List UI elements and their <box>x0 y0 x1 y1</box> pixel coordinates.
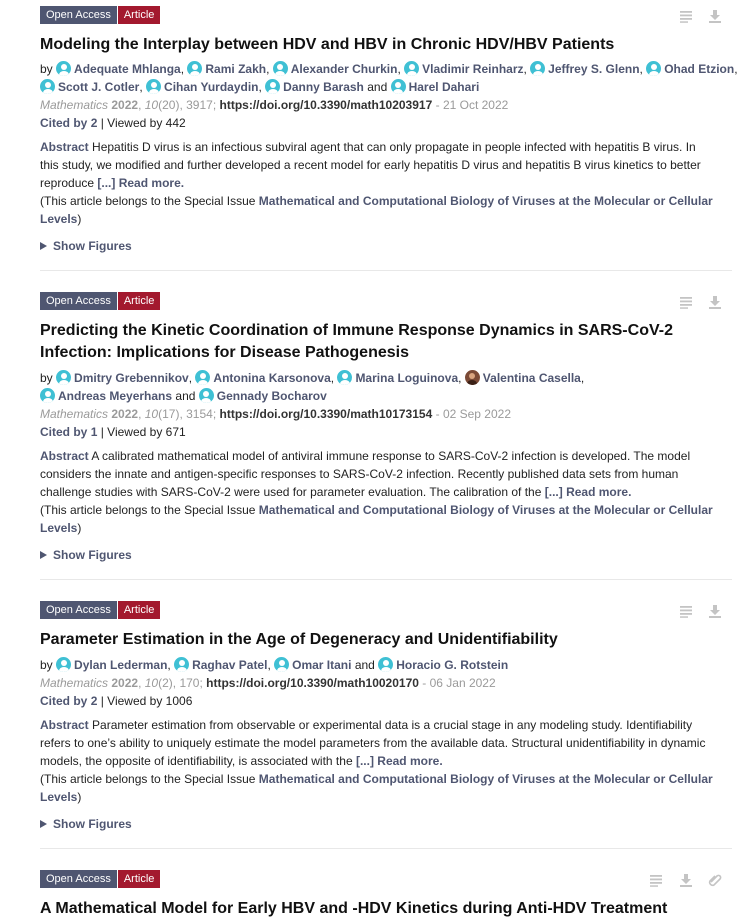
volume: 10 <box>144 676 159 690</box>
author-avatar-icon <box>56 657 71 672</box>
author-link[interactable]: Marina Loguinova <box>337 371 458 385</box>
special-issue-link[interactable]: Levels <box>40 790 78 804</box>
publication-info: Mathematics 2022, 10(17), 3154; https://doi.org/10.3390/math10173154 - 02 Sep 2022 <box>40 407 512 421</box>
author-link[interactable]: Harel Dahari <box>391 80 480 94</box>
journal-name: Mathematics <box>40 98 109 112</box>
cited-by-link[interactable]: Cited by 2 <box>40 694 98 708</box>
author-link[interactable]: Dmitry Grebennikov <box>56 371 189 385</box>
author-link[interactable]: Danny Barash <box>265 80 364 94</box>
journal-name: Mathematics <box>40 407 109 421</box>
abstract-toggle-icon[interactable] <box>679 9 693 23</box>
author-link[interactable]: Jeffrey S. Glenn <box>530 62 639 76</box>
article-title[interactable]: Predicting the Kinetic Coordination of Immune Response Dynamics in SARS-CoV-2 Infection: Implications for Disease Pathogenesis <box>40 322 673 361</box>
author-link[interactable]: Cihan Yurdaydin <box>146 80 258 94</box>
article-title[interactable]: Modeling the Interplay between HDV and HBV in Chronic HDV/HBV Patients <box>40 36 615 53</box>
article-item <box>40 580 732 849</box>
cited-by-link[interactable]: Cited by 1 <box>40 425 98 439</box>
open-access-badge[interactable]: Open Access <box>40 6 117 24</box>
volume: 10 <box>144 98 159 112</box>
special-issue-prefix: (This article belongs to the Special Issue <box>40 772 256 786</box>
author-avatar-icon <box>404 61 419 76</box>
abstract: Abstract Hepatitis D virus is an infectious subviral agent that can only propagate in people infected with hepatitis B virus. In this study, we modified and further developed a recent model for early hepatitis D virus and hepatitis B virus kinetics to better reproduce [...] Read more. (This article belongs to the Special Issue Mathematical and Computational Biology of Viruses at the Molecular or Cellular Levels) <box>40 138 720 228</box>
doi-link[interactable]: https://doi.org/10.3390/math10173154 <box>219 407 433 421</box>
publication-year: 2022 <box>111 407 139 421</box>
author-avatar-icon <box>274 657 289 672</box>
special-issue-prefix: (This article belongs to the Special Issue <box>40 503 256 517</box>
show-figures-toggle[interactable]: Show Figures <box>40 237 132 255</box>
article-badges <box>40 601 161 619</box>
read-more-link[interactable]: [...] Read more. <box>97 176 185 190</box>
article-item <box>40 0 738 271</box>
and-label: and <box>175 389 196 403</box>
expand-triangle-icon <box>40 820 47 828</box>
article-actions <box>637 873 722 887</box>
abstract-text: A calibrated mathematical model of antiviral immune response to SARS-CoV-2 infection is developed. The model <box>91 449 691 463</box>
author-avatar-icon <box>265 79 280 94</box>
publication-date: - 21 Oct 2022 <box>435 98 509 112</box>
article-item <box>40 849 732 924</box>
abstract-text: this study, we modified and further developed a recent model for early hepatitis D virus and hepatitis B virus kinetics to better <box>40 158 701 172</box>
author-avatar-icon <box>40 79 55 94</box>
article-type-badge: Article <box>118 870 161 888</box>
view-count: 1006 <box>165 694 193 708</box>
article-actions <box>667 9 722 23</box>
article-badges <box>40 870 161 888</box>
abstract-toggle-icon[interactable] <box>679 295 693 309</box>
author-avatar-icon <box>391 79 406 94</box>
abstract-label: Abstract <box>40 140 89 154</box>
author-list: by Dmitry Grebennikov, Antonina Karsonova, Marina Loguinova, Valentina Casella, <box>40 371 585 385</box>
author-link[interactable]: Rami Zakh <box>187 62 266 76</box>
download-icon[interactable] <box>679 873 693 887</box>
publication-date: - 06 Jan 2022 <box>422 676 496 690</box>
viewed-by-label: | Viewed by <box>100 694 163 708</box>
abstract-toggle-icon[interactable] <box>649 873 663 887</box>
abstract-toggle-icon[interactable] <box>679 604 693 618</box>
author-avatar-icon <box>273 61 288 76</box>
expand-triangle-icon <box>40 551 47 559</box>
read-more-link[interactable]: [...] Read more. <box>355 754 443 768</box>
and-label: and <box>367 80 388 94</box>
article-badges <box>40 6 161 24</box>
author-link[interactable]: Omar Itani <box>274 658 351 672</box>
abstract-text: refers to one’s ability to uniquely estimate the model parameters from the available data. Structural unidentifiability in dynamic <box>40 736 706 750</box>
download-icon[interactable] <box>708 604 722 618</box>
read-more-link[interactable]: [...] Read more. <box>544 485 632 499</box>
article-stats <box>40 114 730 132</box>
author-avatar-icon <box>40 388 55 403</box>
journal-name: Mathematics <box>40 676 109 690</box>
author-link[interactable]: Gennady Bocharov <box>199 389 327 403</box>
by-label: by <box>40 62 53 76</box>
author-link[interactable]: Adequate Mhlanga <box>56 62 181 76</box>
author-list: by Dylan Lederman, Raghav Patel, Omar Itani and Horacio G. Rotstein <box>40 658 509 672</box>
show-figures-toggle[interactable]: Show Figures <box>40 546 132 564</box>
show-figures-toggle[interactable]: Show Figures <box>40 815 132 833</box>
author-avatar-icon <box>530 61 545 76</box>
author-list: by Adequate Mhlanga, Rami Zakh, Alexander Churkin, Vladimir Reinharz, Jeffrey S. Glenn, Ohad Etzion, <box>40 62 738 76</box>
and-label: and <box>354 658 375 672</box>
author-avatar-icon <box>146 79 161 94</box>
volume: 10 <box>144 407 159 421</box>
view-count: 671 <box>165 425 186 439</box>
author-link[interactable]: Dylan Lederman <box>56 658 167 672</box>
article-actions <box>667 604 722 618</box>
article-actions <box>667 295 722 309</box>
open-access-badge[interactable]: Open Access <box>40 292 117 310</box>
download-icon[interactable] <box>708 9 722 23</box>
author-avatar-icon <box>195 370 210 385</box>
author-link[interactable]: Vladimir Reinharz <box>404 62 523 76</box>
issue-pages: (2), 170; <box>158 676 203 690</box>
publication-year: 2022 <box>111 98 139 112</box>
publication-date: - 02 Sep 2022 <box>435 407 512 421</box>
author-list-continued: Scott J. Cotler, Cihan Yurdaydin, Danny Barash and Harel Dahari <box>40 78 730 96</box>
abstract-text: considers the innate and antigen-specific responses to SARS-CoV-2 infection. Recently published data sets from human <box>40 467 679 481</box>
download-icon[interactable] <box>708 295 722 309</box>
author-avatar-icon <box>56 61 71 76</box>
author-link[interactable]: Scott J. Cotler <box>40 80 139 94</box>
author-avatar-icon <box>378 657 393 672</box>
paperclip-icon[interactable] <box>708 873 722 887</box>
abstract: Abstract Parameter estimation from observable or experimental data is a crucial stage in any modeling study. Identifiability refers to one’s ability to uniquely estimate the model parameters from the available data. Structural unidentifiability in dynamic models, the opposite of identifiability, is associated with the [...] Read more. (This article belongs to the Special Issue Mathematical and Computational Biology of Viruses at the Molecular or Cellular Levels) <box>40 716 720 806</box>
viewed-by-label: | Viewed by <box>100 425 163 439</box>
author-photo-icon <box>465 370 480 385</box>
expand-triangle-icon <box>40 242 47 250</box>
author-link[interactable]: Antonina Karsonova <box>195 371 330 385</box>
abstract-text: challenge studies with SARS-CoV-2 were used for parameter evaluation. The calibration of the <box>40 485 542 499</box>
abstract-label: Abstract <box>40 449 89 463</box>
author-link[interactable]: Alexander Churkin <box>273 62 398 76</box>
author-link[interactable]: Andreas Meyerhans <box>40 389 172 403</box>
abstract-text: Hepatitis D virus is an infectious subviral agent that can only propagate in people infected with hepatitis B virus. In <box>92 140 696 154</box>
article-title[interactable]: A Mathematical Model for Early HBV and -HDV Kinetics during Anti-HDV Treatment <box>40 900 668 917</box>
article-stats <box>40 692 730 710</box>
article-item <box>40 271 732 580</box>
special-issue-link[interactable]: Mathematical and Computational Biology of Viruses at the Molecular or Cellular <box>258 772 713 786</box>
article-badges <box>40 292 161 310</box>
author-link[interactable]: Ohad Etzion <box>646 62 734 76</box>
special-issue-link[interactable]: Levels <box>40 521 78 535</box>
abstract-text: models, the opposite of identifiability, is associated with the <box>40 754 353 768</box>
abstract-text: reproduce <box>40 176 95 190</box>
abstract: Abstract A calibrated mathematical model of antiviral immune response to SARS-CoV-2 infection is developed. The model considers the innate and antigen-specific responses to SARS-CoV-2 infection. Recently published data sets from human challenge studies with SARS-CoV-2 were used for parameter evaluation. The calibration of the [...] Read more. (This article belongs to the Special Issue Mathematical and Computational Biology of Viruses at the Molecular or Cellular Levels) <box>40 447 720 537</box>
publication-info: Mathematics 2022, 10(2), 170; https://doi.org/10.3390/math10020170 - 06 Jan 2022 <box>40 676 496 690</box>
author-avatar-icon <box>174 657 189 672</box>
publication-year: 2022 <box>111 676 139 690</box>
special-issue-link[interactable]: Levels <box>40 212 78 226</box>
issue-pages: (20), 3917; <box>158 98 217 112</box>
by-label: by <box>40 658 53 672</box>
abstract-label: Abstract <box>40 718 89 732</box>
viewed-by-label: | Viewed by <box>100 116 163 130</box>
doi-link[interactable]: https://doi.org/10.3390/math10203917 <box>219 98 433 112</box>
open-access-badge[interactable]: Open Access <box>40 601 117 619</box>
by-label: by <box>40 371 53 385</box>
author-avatar-icon <box>187 61 202 76</box>
open-access-badge[interactable]: Open Access <box>40 870 117 888</box>
author-avatar-icon <box>337 370 352 385</box>
special-issue-link[interactable]: Mathematical and Computational Biology of Viruses at the Molecular or Cellular <box>258 503 713 517</box>
author-list-continued <box>40 387 730 405</box>
doi-link[interactable]: https://doi.org/10.3390/math10020170 <box>206 676 419 690</box>
article-stats <box>40 423 730 441</box>
special-issue-prefix: (This article belongs to the Special Issue <box>40 194 256 208</box>
author-avatar-icon <box>56 370 71 385</box>
special-issue-link[interactable]: Mathematical and Computational Biology of Viruses at the Molecular or Cellular <box>258 194 713 208</box>
author-link[interactable]: Horacio G. Rotstein <box>378 658 508 672</box>
cited-by-link[interactable]: Cited by 2 <box>40 116 98 130</box>
issue-pages: (17), 3154; <box>158 407 217 421</box>
author-link[interactable]: Raghav Patel <box>174 658 267 672</box>
article-title[interactable]: Parameter Estimation in the Age of Degeneracy and Unidentifiability <box>40 631 558 648</box>
author-avatar-icon <box>646 61 661 76</box>
view-count: 442 <box>165 116 186 130</box>
author-link[interactable]: Valentina Casella <box>465 371 581 385</box>
article-type-badge: Article <box>118 292 161 310</box>
author-avatar-icon <box>199 388 214 403</box>
article-type-badge: Article <box>118 601 161 619</box>
article-type-badge: Article <box>118 6 161 24</box>
abstract-text: Parameter estimation from observable or experimental data is a crucial stage in any modeling study. Identifiability <box>92 718 693 732</box>
publication-info: Mathematics 2022, 10(20), 3917; https://doi.org/10.3390/math10203917 - 21 Oct 2022 <box>40 98 509 112</box>
